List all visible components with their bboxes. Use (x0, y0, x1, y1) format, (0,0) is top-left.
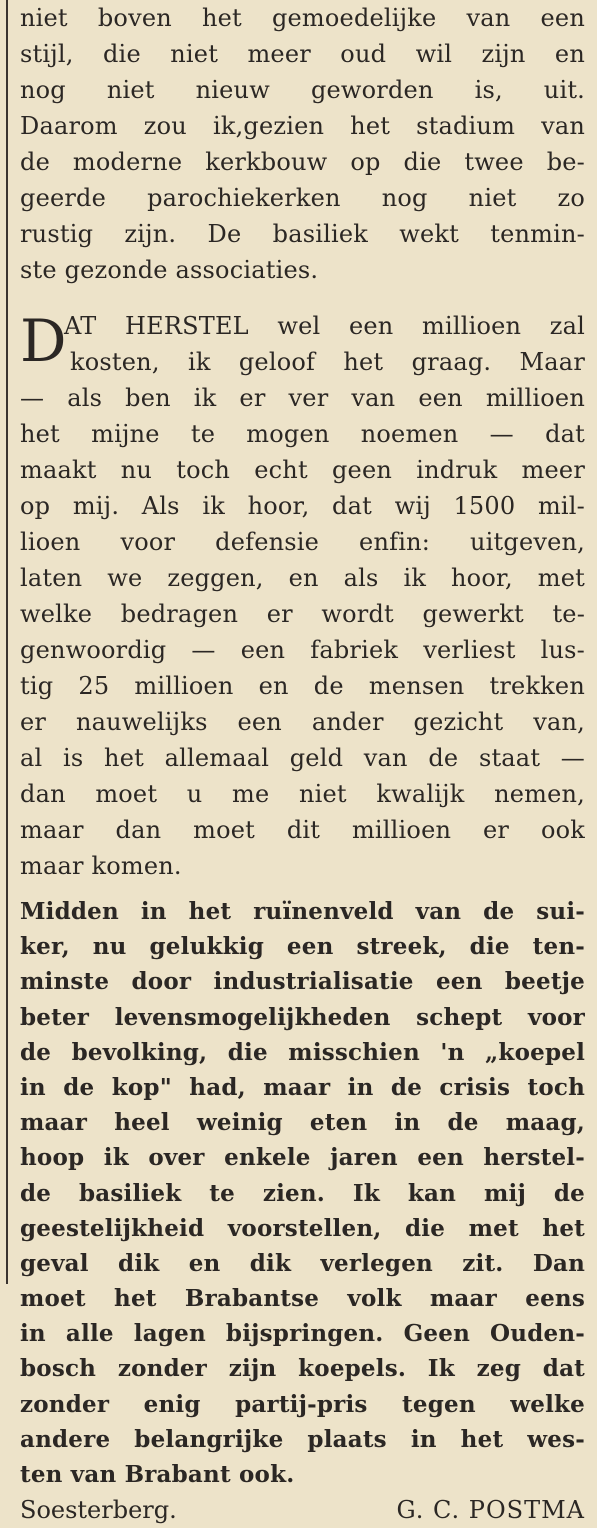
text-line: — als ben ik er ver van een millioen (20, 384, 585, 412)
paragraph-1 (20, 0, 585, 288)
text-line: maakt nu toch echt geen indruk meer (20, 456, 585, 484)
text-line: hoop ik over enkele jaren een herstel- (20, 1144, 585, 1172)
text-line: AT HERSTEL wel een millioen zal (64, 312, 585, 340)
text-line: maar komen. (20, 852, 182, 880)
text-line: andere belangrijke plaats in het wes- (20, 1425, 585, 1453)
text-line: niet boven het gemoedelijke van een (20, 4, 585, 32)
paragraph-3 (20, 894, 585, 1492)
text-line: op mij. Als ik hoor, dat wij 1500 mil- (20, 492, 585, 520)
signature-line (20, 1492, 585, 1528)
paragraph-2 (20, 308, 585, 884)
text-line: geestelijkheid voorstellen, die met het (20, 1214, 585, 1242)
text-line: beter levensmogelijkheden schept voor (20, 1003, 585, 1031)
text-line: stijl, die niet meer oud wil zijn en (20, 40, 585, 68)
text-line: er nauwelijks een ander gezicht van, (20, 708, 585, 736)
text-line: lioen voor defensie enfin: uitgeven, (20, 528, 585, 556)
article-column (20, 0, 585, 1528)
text-line: de basiliek te zien. Ik kan mij de (20, 1179, 585, 1207)
text-line: moet het Brabantse volk maar eens (20, 1285, 585, 1313)
text-line: ker, nu gelukkig een streek, die ten- (20, 933, 585, 961)
column-rule (6, 0, 8, 1284)
text-line: in de kop" had, maar in de crisis toch (20, 1073, 585, 1101)
drop-cap: D (20, 307, 67, 375)
text-line: al is het allemaal geld van de staat — (20, 744, 585, 772)
text-line: tig 25 millioen en de mensen trekken (20, 672, 585, 700)
text-line: laten we zeggen, en als ik hoor, met (20, 564, 585, 592)
text-line: de bevolking, die misschien 'n „koepel (20, 1038, 585, 1066)
text-line: minste door industrialisatie een beetje (20, 968, 585, 996)
text-line: bosch zonder zijn koepels. Ik zeg dat (20, 1355, 585, 1383)
text-line: de moderne kerkbouw op die twee be- (20, 148, 585, 176)
text-line: rustig zijn. De basiliek wekt tenmin- (20, 220, 585, 248)
text-line: geval dik en dik verlegen zit. Dan (20, 1249, 585, 1277)
text-line: kosten, ik geloof het graag. Maar (70, 348, 585, 376)
signature-author: G. C. POSTMA (396, 1496, 585, 1525)
text-line: in alle lagen bijspringen. Geen Ouden- (20, 1320, 585, 1348)
text-line: Midden in het ruïnenveld van de sui- (20, 898, 585, 925)
text-line: ste gezonde associaties. (20, 256, 319, 284)
text-line: maar dan moet dit millioen er ook (20, 816, 585, 844)
text-line: ten van Brabant ook. (20, 1461, 295, 1488)
text-line: geerde parochiekerken nog niet zo (20, 184, 585, 212)
text-line: nog niet nieuw geworden is, uit. (20, 76, 585, 104)
text-line: dan moet u me niet kwalijk nemen, (20, 780, 585, 808)
text-line: Daarom zou ik,gezien het stadium van (20, 112, 585, 140)
text-line: welke bedragen er wordt gewerkt te- (20, 600, 585, 628)
signature-place: Soesterberg. (20, 1496, 177, 1525)
text-line: maar heel weinig eten in de maag, (20, 1109, 585, 1137)
text-line: genwoordig — een fabriek verliest lus- (20, 636, 585, 664)
text-line: zonder enig partij-pris tegen welke (20, 1390, 585, 1418)
text-line: het mijne te mogen noemen — dat (20, 420, 585, 448)
